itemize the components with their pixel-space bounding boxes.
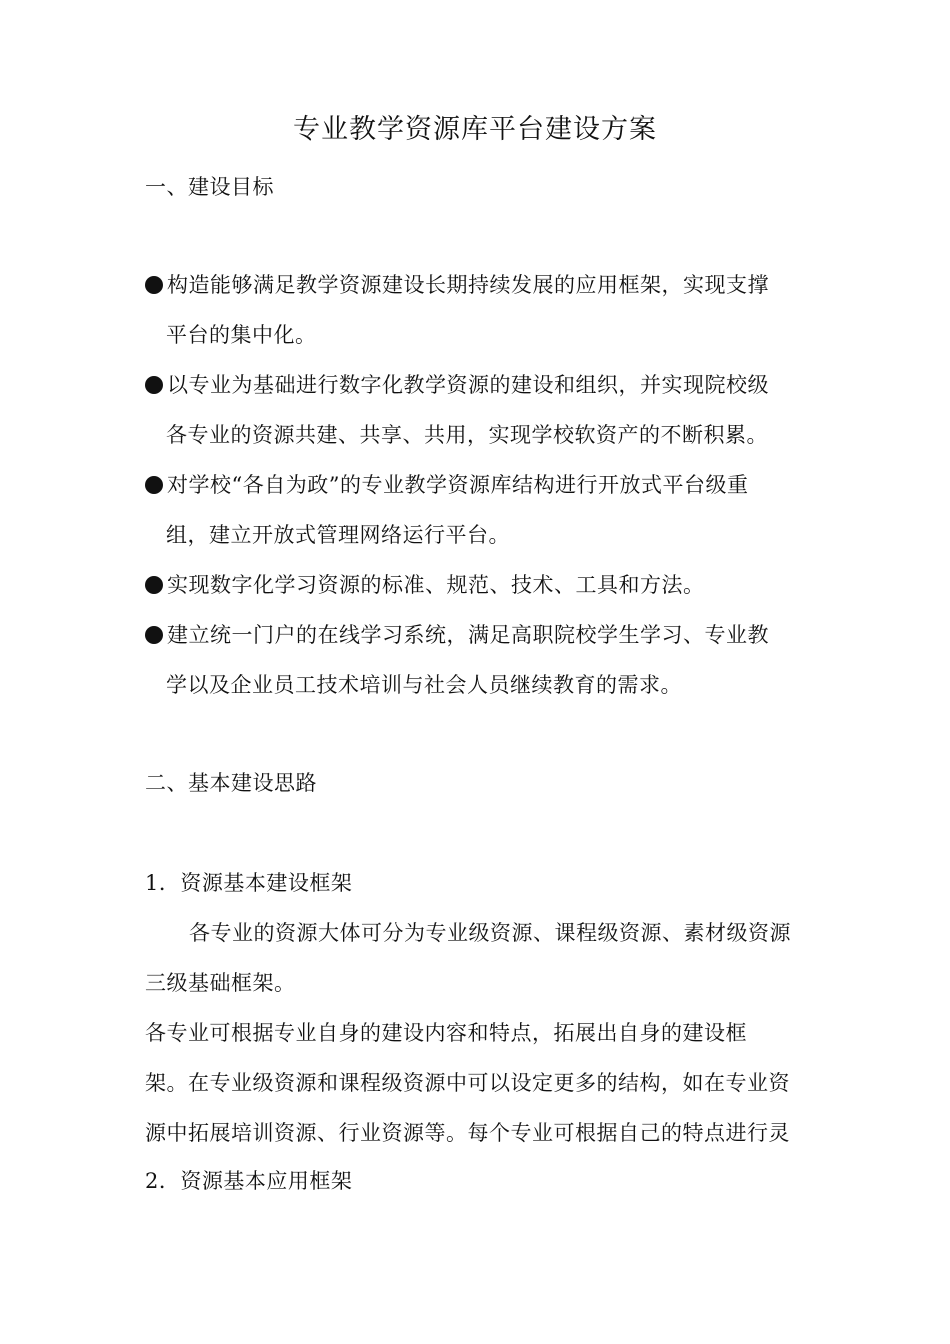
bullet-text: 构造能够满足教学资源建设长期持续发展的应用框架，实现支撑 [167,273,769,297]
bullet-dot-icon [145,626,163,644]
subsection-heading-application: 2．资源基本应用框架 [145,1169,353,1193]
bullet-continuation: 学以及企业员工技术培训与社会人员继续教育的需求。 [166,673,682,697]
paragraph-line: 各专业的资源大体可分为专业级资源、课程级资源、素材级资源 [189,921,791,945]
document-title: 专业教学资源库平台建设方案 [293,114,657,145]
bullet-text: 对学校“各自为政”的专业教学资源库结构进行开放式平台级重 [167,473,749,497]
bullet-dot-icon [145,376,163,394]
paragraph-line: 三级基础框架。 [145,971,296,995]
bullet-dot-icon [145,276,163,294]
paragraph-line: 架。在专业级资源和课程级资源中可以设定更多的结构，如在专业资 [145,1071,790,1095]
bullet-continuation: 组，建立开放式管理网络运行平台。 [166,523,510,547]
bullet-continuation: 各专业的资源共建、共享、共用，实现学校软资产的不断积累。 [166,423,768,447]
bullet-continuation: 平台的集中化。 [166,323,317,347]
section-heading-approach: 二、基本建设思路 [145,771,317,795]
subsection-heading-framework: 1．资源基本建设框架 [145,871,353,895]
bullet-item [145,270,769,300]
bullet-item [145,370,769,400]
bullet-text: 以专业为基础进行数字化教学资源的建设和组织，并实现院校级 [167,373,769,397]
bullet-text: 建立统一门户的在线学习系统，满足高职院校学生学习、专业教 [167,623,769,647]
section-heading-goals: 一、建设目标 [145,175,274,199]
bullet-item [145,470,748,500]
bullet-dot-icon [145,476,163,494]
paragraph-line: 各专业可根据专业自身的建设内容和特点，拓展出自身的建设框 [145,1021,747,1045]
bullet-item [145,620,769,650]
paragraph-line: 源中拓展培训资源、行业资源等。每个专业可根据自己的特点进行灵 [145,1121,790,1145]
bullet-dot-icon [145,576,163,594]
bullet-item [145,570,705,600]
bullet-text: 实现数字化学习资源的标准、规范、技术、工具和方法。 [167,573,705,597]
